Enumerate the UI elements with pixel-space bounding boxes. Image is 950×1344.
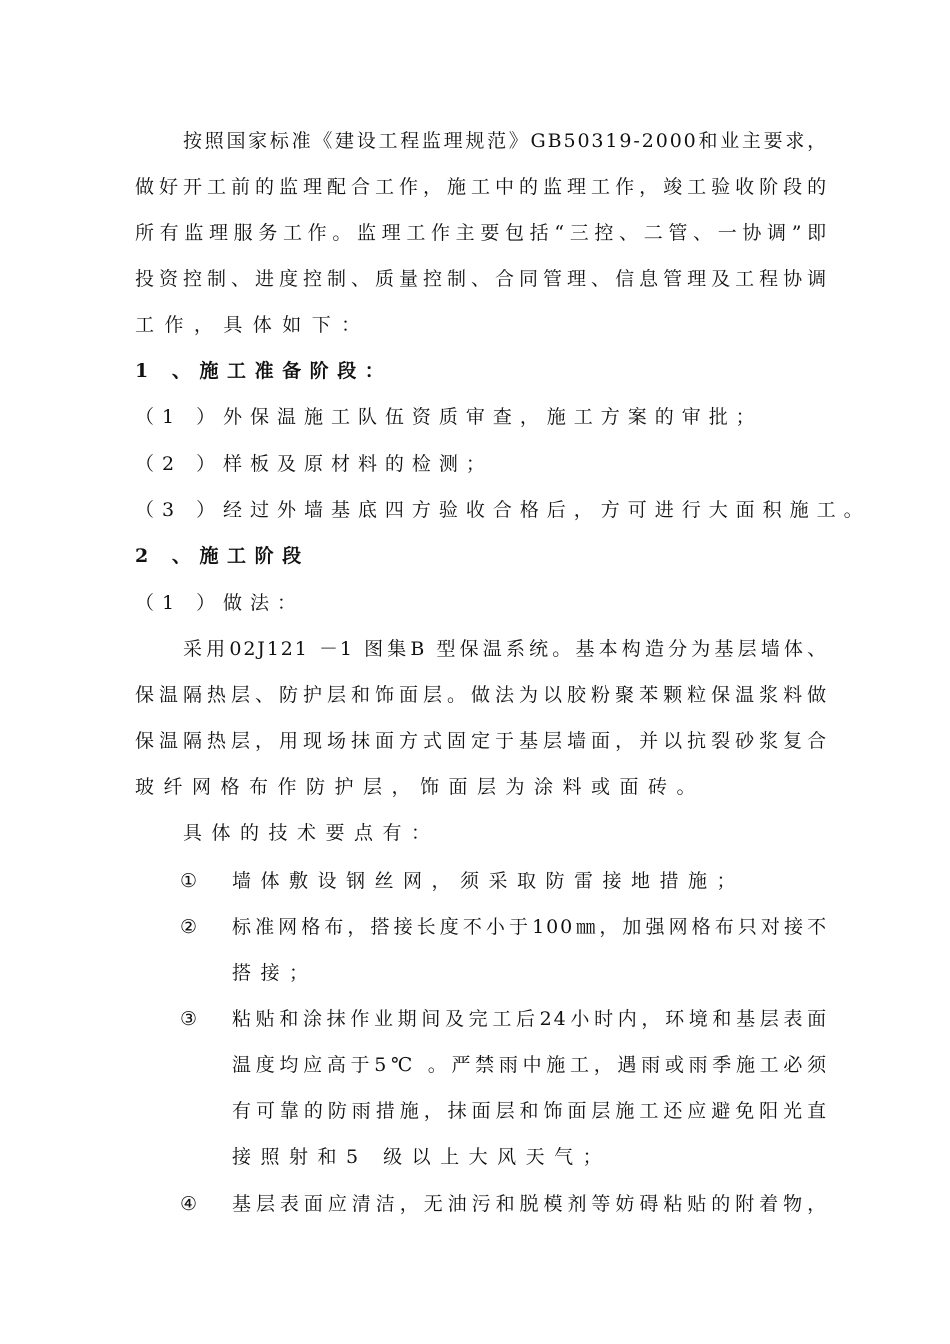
- point-3-marker: ③: [180, 1008, 198, 1030]
- section1-item-1: （1 ）外保温施工队伍资质审查，施工方案的审批；: [135, 406, 763, 428]
- intro-line-5: 工作，具体如下：: [135, 314, 371, 336]
- method-line-1: 采用02J121 －1 图集B 型保温系统。基本构造分为基层墙体、: [183, 638, 828, 660]
- intro-line-1: 按照国家标准《建设工程监理规范》GB50319-2000和业主要求，: [183, 130, 828, 152]
- point-2-marker: ②: [180, 916, 198, 938]
- method-line-4: 玻纤网格布作防护层，饰面层为涂料或面砖。: [135, 776, 706, 798]
- point-4-marker: ④: [180, 1193, 198, 1215]
- section1-item-2: （2 ）样板及原材料的检测；: [135, 453, 493, 475]
- section2-heading: 2 、施工阶段: [135, 545, 310, 567]
- section2-sub-heading: （1 ）做法：: [135, 592, 304, 614]
- point-3-line-4: 接照射和5 级以上大风天气；: [232, 1146, 612, 1168]
- point-1-line-1: 墙体敷设钢丝网，须采取防雷接地措施；: [232, 870, 746, 892]
- section1-heading: 1 、施工准备阶段：: [135, 360, 393, 382]
- intro-line-2: 做好开工前的监理配合工作，施工中的监理工作，竣工验收阶段的: [135, 176, 828, 198]
- points-intro: 具体的技术要点有：: [183, 822, 440, 844]
- point-3-line-3: 有可靠的防雨措施，抹面层和饰面层施工还应避免阳光直: [232, 1100, 828, 1122]
- intro-line-3: 所有监理服务工作。监理工作主要包括“三控、二管、一协调”即: [135, 222, 828, 244]
- point-1-marker: ①: [180, 870, 198, 892]
- section1-item-3: （3 ）经过外墙基底四方验收合格后，方可进行大面积施工。: [135, 499, 871, 521]
- point-3-line-1: 粘贴和涂抹作业期间及完工后24小时内，环境和基层表面: [232, 1008, 828, 1030]
- intro-line-4: 投资控制、进度控制、质量控制、合同管理、信息管理及工程协调: [135, 268, 828, 290]
- point-3-line-2: 温度均应高于5℃ 。严禁雨中施工，遇雨或雨季施工必须: [232, 1054, 828, 1076]
- method-line-2: 保温隔热层、防护层和饰面层。做法为以胶粉聚苯颗粒保温浆料做: [135, 684, 828, 706]
- point-2-line-1: 标准网格布，搭接长度不小于100㎜，加强网格布只对接不: [232, 916, 828, 938]
- point-2-line-2: 搭接；: [232, 962, 318, 984]
- point-4-line-1: 基层表面应清洁，无油污和脱模剂等妨碍粘贴的附着物，: [232, 1193, 828, 1215]
- method-line-3: 保温隔热层，用现场抹面方式固定于基层墙面，并以抗裂砂浆复合: [135, 730, 828, 752]
